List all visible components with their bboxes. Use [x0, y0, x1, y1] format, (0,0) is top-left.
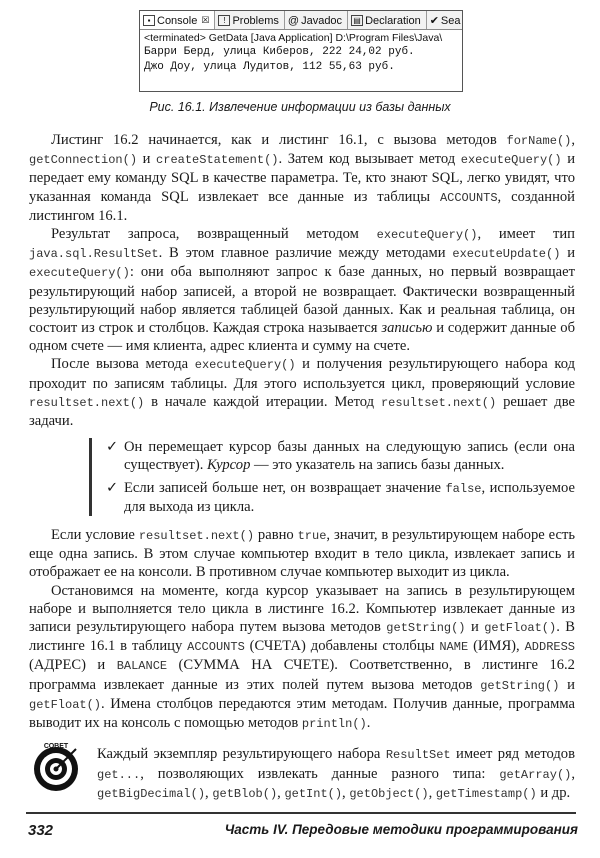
check-icon: ✓	[106, 439, 119, 456]
footer-rule	[26, 812, 576, 814]
tab-search[interactable]	[427, 11, 463, 29]
page-body	[29, 131, 575, 803]
list-item: ✓ Если записей больше нет, он возвращает значение false, используемое для выхода из цикла.	[106, 479, 575, 515]
console-status: <terminated> GetData [Java Application] D:\Program Files\Java\	[144, 32, 443, 44]
paragraph: Результат запроса, возвращенный методом executeQuery(), имеет тип java.sql.ResultSet. В этом главное различие между методами executeUpdate() и executeQuery(): они оба выполняют запрос к базе данных, но первый возвращает результирующий набор записей, а второй не возвращает. Фактически возвращенный результирующий набор является таблицей базой данных. Как и реальная таблица, он состоит из строк и столбцов. Каждая строка называется записью и содержит данные об одном счете — имя клиента, адрес клиента и сумму на счете.	[29, 226, 576, 355]
tab-declaration[interactable]	[348, 11, 427, 29]
tip-box	[29, 745, 575, 803]
tab-javadoc[interactable]	[285, 11, 348, 29]
tip-text: Каждый экземпляр результирующего набора ResultSet имеет ряд методов get..., позволяющих извлекать данные разного типа: getArray(), getBigDecimal(), getBlob(), getInt(), getObject(), getTimestamp() и др.	[97, 746, 575, 801]
tab-declaration-label: Declaration	[365, 14, 421, 27]
tab-javadoc-label: Javadoc	[301, 14, 343, 27]
page-number: 332	[28, 822, 54, 839]
at-icon: @	[287, 14, 300, 27]
tab-problems-label: Problems	[232, 14, 279, 27]
console-tabbar	[140, 11, 462, 30]
console-output-line: Джо Доу, улица Лудитов, 112 55,63 руб.	[144, 61, 395, 73]
close-icon[interactable]: ☒	[201, 15, 210, 25]
console-window	[139, 10, 463, 92]
figure-caption: Рис. 16.1. Извлечение информации из базы данных	[149, 100, 451, 114]
tab-console[interactable]	[140, 11, 215, 29]
console-output-line: Барри Берд, улица Киберов, 222 24,02 руб.	[144, 46, 415, 58]
search-icon: ✔	[429, 15, 439, 27]
check-icon: ✓	[106, 479, 119, 496]
paragraph: Листинг 16.2 начинается, как и листинг 16.1, с вызова методов forName(), getConnection() и createStatement(). Затем код вызывает метод executeQuery() и передает ему команду SQL в качестве параметра. Те, кто знают SQL, легко увидят, что указанная команда SQL извлекает все данные из таблицы ACCOUNTS, созданной листингом 16.1.	[29, 132, 576, 224]
paragraph: После вызова метода executeQuery() и получения результирующего набора код проходит по записям таблицы. Для этого используется цикл, проверяющий условие resultset.next() в начале каждой итерации. Метод resultset.next() решает две задачи.	[29, 356, 575, 430]
paragraph: Остановимся на моменте, когда курсор указывает на запись в результирующем наборе и выполняется тело цикла в листинге 16.2. Компьютер извлекает данные из записи результирующего набора путем вызова методов getString() и getFloat(). В листинге 16.1 в таблицу ACCOUNTS (СЧЕТА) добавлены столбцы NAME (ИМЯ), ADDRESS (АДРЕС) и BALANCE (СУММА НА СЧЕТЕ). Соответственно, в листинге 16.2 программа извлекает данные из этих полей путем вызова методов getString() и getFloat(). Имена столбцов передаются этим методам. Получив данные, программа выводит их на консоль с помощью методов println().	[29, 582, 576, 732]
bullet-list	[89, 438, 575, 516]
tab-search-label: Sea	[440, 14, 461, 27]
target-icon	[29, 739, 83, 793]
list-item: ✓ Он перемещает курсор базы данных на следующую запись (если она существует). Курсор — это указатель на запись базы данных.	[106, 439, 575, 474]
part-title: Часть IV. Передовые методики программирования	[224, 822, 578, 837]
paragraph: Если условие resultset.next() равно true, значит, в результирующем наборе есть еще одна запись. В этом случае компьютер входит в тело цикла, извлекает запись и отображает ее на консоли. В противном случае компьютер выходит из цикла.	[29, 527, 575, 581]
tab-console-label: Console	[157, 14, 198, 27]
tab-problems[interactable]	[215, 11, 284, 29]
tip-badge-label: СОВЕТ	[43, 743, 69, 751]
console-icon: ▪	[143, 15, 155, 26]
declaration-icon: ▤	[351, 15, 363, 26]
problems-icon: !	[218, 15, 230, 26]
